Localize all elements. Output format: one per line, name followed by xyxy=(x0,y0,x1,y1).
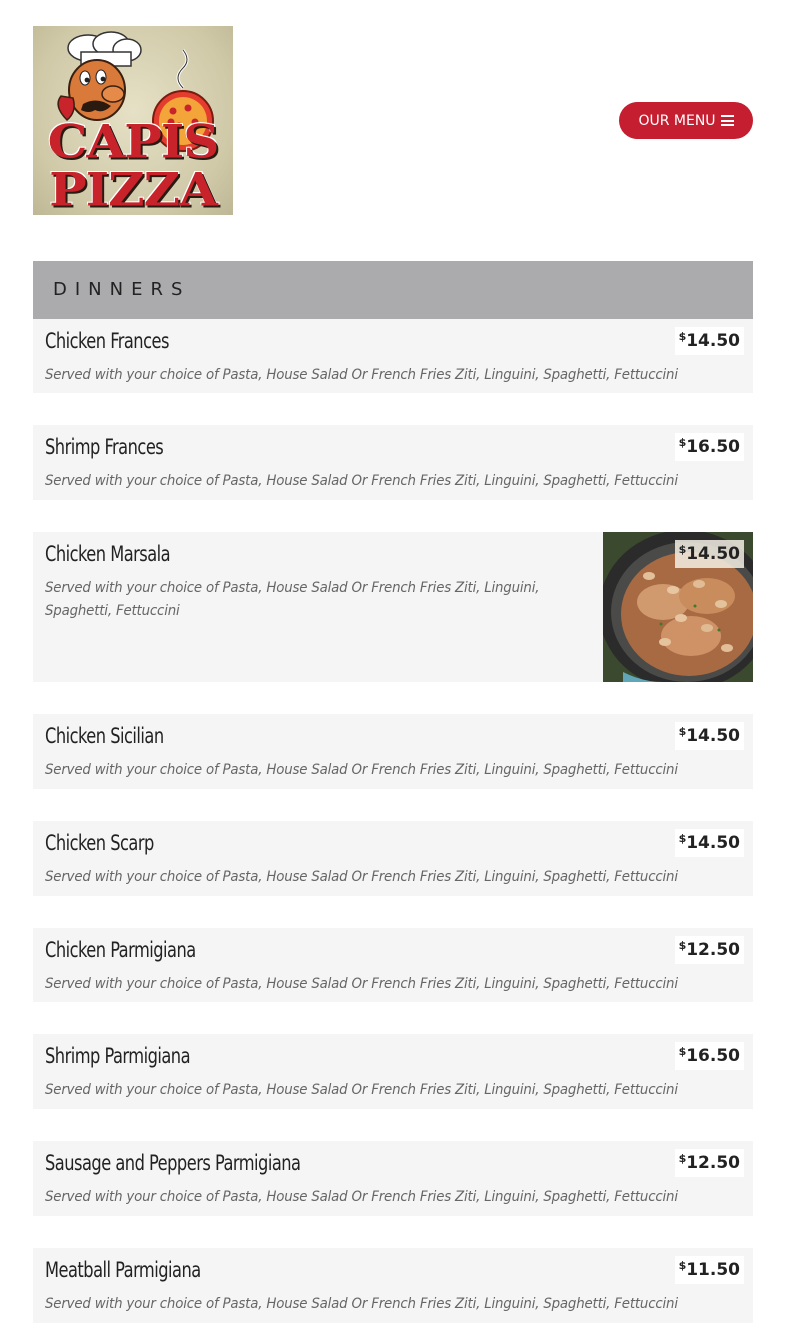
our-menu-button[interactable] xyxy=(619,102,753,139)
menu-item-chicken-sicilian[interactable] xyxy=(33,714,753,789)
logo-wordmark-line2: PIZZA xyxy=(49,162,217,215)
item-name: Chicken Marsala xyxy=(45,542,171,566)
item-description: Served with your choice of Pasta, House Salad Or French Fries Ziti, Linguini, Spaghetti, Fettuccini xyxy=(45,869,678,885)
currency-symbol: $ xyxy=(678,330,687,343)
item-description: Served with your choice of Pasta, House Salad Or French Fries Ziti, Linguini, Spaghetti, Fettuccini xyxy=(45,580,540,619)
item-price: $14.50 xyxy=(675,540,744,568)
item-description: Served with your choice of Pasta, House Salad Or French Fries Ziti, Linguini, Spaghetti, Fettuccini xyxy=(45,1082,678,1098)
capis-pizza-logo[interactable] xyxy=(33,26,233,215)
item-name: Chicken Parmigiana xyxy=(45,938,196,962)
menu-item-chicken-parmigiana[interactable] xyxy=(33,928,753,1002)
currency-symbol: $ xyxy=(678,725,687,738)
item-price: $11.50 xyxy=(675,1256,744,1284)
item-price: $16.50 xyxy=(675,1042,744,1070)
item-name: Chicken Scarp xyxy=(45,831,154,855)
item-name: Shrimp Frances xyxy=(45,435,164,459)
item-price: $14.50 xyxy=(675,327,744,355)
hamburger-icon xyxy=(721,115,734,126)
currency-symbol: $ xyxy=(678,1045,687,1058)
currency-symbol: $ xyxy=(678,1152,687,1165)
item-description: Served with your choice of Pasta, House Salad Or French Fries Ziti, Linguini, Spaghetti, Fettuccini xyxy=(45,762,678,778)
menu-item-meatball-parmigiana[interactable] xyxy=(33,1248,753,1323)
currency-symbol: $ xyxy=(678,939,687,952)
menu-item-sausage-and-peppers-parmigiana[interactable] xyxy=(33,1141,753,1216)
item-name: Chicken Frances xyxy=(45,329,169,353)
item-price: $14.50 xyxy=(675,829,744,857)
our-menu-button-label: OUR MENU xyxy=(638,112,716,129)
item-price: $12.50 xyxy=(675,936,744,964)
item-description: Served with your choice of Pasta, House Salad Or French Fries Ziti, Linguini, Spaghetti, Fettuccini xyxy=(45,1296,678,1312)
menu-item-shrimp-parmigiana[interactable] xyxy=(33,1034,753,1109)
section-title: DINNERS xyxy=(53,279,191,300)
item-price: $16.50 xyxy=(675,433,744,461)
currency-symbol: $ xyxy=(678,1259,687,1272)
currency-symbol: $ xyxy=(678,543,687,556)
item-description: Served with your choice of Pasta, House Salad Or French Fries Ziti, Linguini, Spaghetti, Fettuccini xyxy=(45,976,678,992)
menu-item-chicken-marsala[interactable] xyxy=(33,532,753,682)
menu-item-shrimp-frances[interactable] xyxy=(33,425,753,500)
item-description: Served with your choice of Pasta, House Salad Or French Fries Ziti, Linguini, Spaghetti, Fettuccini xyxy=(45,473,678,489)
item-name: Chicken Sicilian xyxy=(45,724,164,748)
menu-item-chicken-frances[interactable] xyxy=(33,319,753,393)
item-name: Meatball Parmigiana xyxy=(45,1258,201,1282)
logo-wordmark-line1: CAPIS xyxy=(47,114,219,169)
currency-symbol: $ xyxy=(678,832,687,845)
item-price: $14.50 xyxy=(675,722,744,750)
item-name: Sausage and Peppers Parmigiana xyxy=(45,1151,301,1175)
currency-symbol: $ xyxy=(678,436,687,449)
menu-item-chicken-scarp[interactable] xyxy=(33,821,753,896)
item-description: Served with your choice of Pasta, House Salad Or French Fries Ziti, Linguini, Spaghetti, Fettuccini xyxy=(45,1189,678,1205)
item-description: Served with your choice of Pasta, House Salad Or French Fries Ziti, Linguini, Spaghetti, Fettuccini xyxy=(45,367,678,383)
item-price: $12.50 xyxy=(675,1149,744,1177)
item-name: Shrimp Parmigiana xyxy=(45,1044,191,1068)
section-header-dinners xyxy=(33,261,753,319)
